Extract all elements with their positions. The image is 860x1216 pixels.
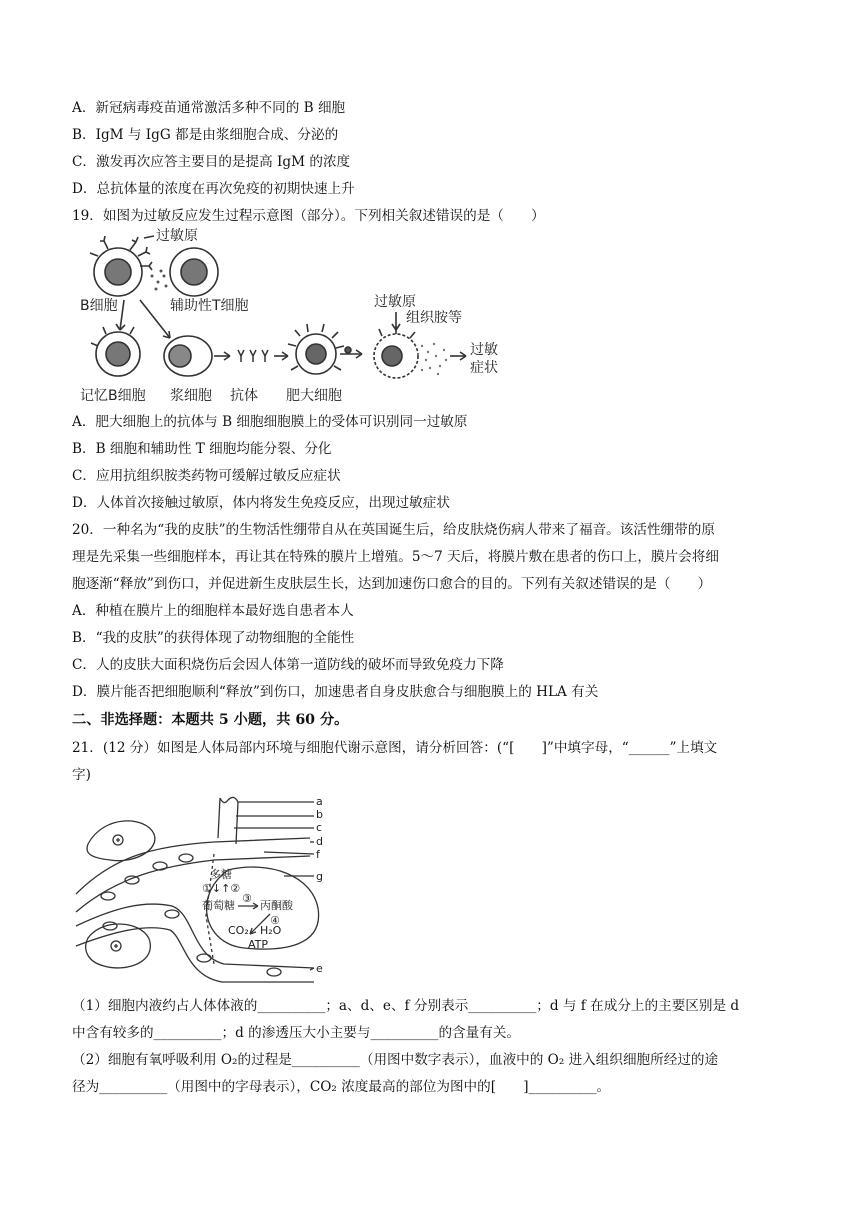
q18-option-c: C．激发再次应答主要目的是提高 IgM 的浓度 xyxy=(72,154,351,170)
fig21-label-g: g xyxy=(316,870,323,883)
q19-option-d: D．人体首次接触过敏原，体内将发生免疫反应，出现过敏症状 xyxy=(72,495,450,511)
internal-environment-figure xyxy=(74,796,336,986)
q20-option-b: B．“我的皮肤”的获得体现了动物细胞的全能性 xyxy=(72,630,355,646)
q20-stem-line-2: 理是先采集一些细胞样本，再让其在特殊的膜片上增殖。5～7 天后，将膜片敷在患者的伤口上，膜片会将细 xyxy=(72,549,719,565)
fig19-memory-b-label: 记忆B细胞 xyxy=(80,388,146,404)
fig19-b-cell-label: B细胞 xyxy=(80,298,118,314)
q20-option-d: D．膜片能否把细胞顺利“释放”到伤口，加速患者自身皮肤愈合与细胞膜上的 HLA 有关 xyxy=(72,684,599,700)
fig21-co2-label: CO₂ xyxy=(228,924,249,937)
fig21-pyruvate-label: 丙酮酸 xyxy=(260,899,293,912)
fig19-allergen-right-label: 过敏原 xyxy=(374,294,416,310)
fig19-histamine-label: 组织胺等 xyxy=(406,310,462,326)
q19-option-c: C．应用抗组织胺类药物可缓解过敏反应症状 xyxy=(72,468,341,484)
fig19-helper-t-label: 辅助性T细胞 xyxy=(170,298,249,314)
fig21-step3-label: ③ xyxy=(242,892,252,905)
fig21-step12-label: ①↓↑② xyxy=(202,882,241,895)
fig19-plasma-label: 浆细胞 xyxy=(170,388,212,404)
q20-option-a: A．种植在膜片上的细胞样本最好选自患者本人 xyxy=(72,603,354,619)
q21-sub1-line-1: （1）细胞内液约占人体体液的__________；a、d、e、f 分别表示__________；d 与 f 在成分上的主要区别是 d xyxy=(72,998,740,1014)
fig21-label-a: a xyxy=(316,796,323,808)
q19-stem: 19．如图为过敏反应发生过程示意图（部分）。下列相关叙述错误的是（ ） xyxy=(72,208,545,224)
q20-option-c: C．人的皮肤大面积烧伤后会因人体第一道防线的破坏而导致免疫力下降 xyxy=(72,657,504,673)
q20-stem-line-1: 20．一种名为“我的皮肤”的生物活性绷带自从在英国诞生后，给皮肤烧伤病人带来了福音。该活性绷带的原 xyxy=(72,522,715,538)
fig21-polysaccharide-label: 多糖 xyxy=(210,868,232,881)
fig21-glucose-label: 葡萄糖 xyxy=(202,899,235,912)
q20-stem-line-3: 胞逐渐“释放”到伤口，并促进新生皮肤层生长，达到加速伤口愈合的目的。下列有关叙述错误的是（ ） xyxy=(72,576,712,592)
fig21-step4-label: ④ xyxy=(270,914,280,927)
fig21-atp-label: ATP xyxy=(248,938,269,951)
fig19-allergen-top-label: 过敏原 xyxy=(156,228,198,244)
section-2-heading: 二、非选择题：本题共 5 小题，共 60 分。 xyxy=(72,712,349,728)
fig19-mast-label: 肥大细胞 xyxy=(286,388,342,404)
q19-option-a: A．肥大细胞上的抗体与 B 细胞细胞膜上的受体可识别同一过敏原 xyxy=(72,414,468,430)
q21-stem-line-2: 字) xyxy=(72,767,91,783)
fig21-label-b: b xyxy=(316,808,323,821)
allergy-reaction-figure xyxy=(78,226,518,410)
q18-option-d: D．总抗体量的浓度在再次免疫的初期快速上升 xyxy=(72,181,355,197)
q21-sub2-line-1: （2）细胞有氧呼吸利用 O₂的过程是__________（用图中数字表示），血液中的 O₂ 进入组织细胞所经过的途 xyxy=(72,1052,719,1068)
q21-sub2-line-2: 径为__________（用图中的字母表示），CO₂ 浓度最高的部位为图中的[ ]__________。 xyxy=(72,1079,611,1095)
fig19-symptom-label-2: 症状 xyxy=(470,360,498,376)
q18-option-a: A．新冠病毒疫苗通常激活多种不同的 B 细胞 xyxy=(72,100,346,116)
fig21-label-d: d xyxy=(316,835,323,848)
fig21-label-f: f xyxy=(316,848,320,861)
q21-sub1-line-2: 中含有较多的__________；d 的渗透压大小主要与__________的含量有关。 xyxy=(72,1025,521,1041)
fig21-label-e: e xyxy=(316,962,323,975)
fig19-symptom-label-1: 过敏 xyxy=(470,342,498,358)
fig21-label-c: c xyxy=(316,821,323,834)
fig21-h2o-label: H₂O xyxy=(260,924,282,937)
q21-stem-line-1: 21．(12 分）如图是人体局部内环境与细胞代谢示意图，请分析回答：(“[ ]”中填字母，“______”上填文 xyxy=(72,740,718,756)
q18-option-b: B．IgM 与 IgG 都是由浆细胞合成、分泌的 xyxy=(72,127,339,143)
q19-option-b: B．B 细胞和辅助性 T 细胞均能分裂、分化 xyxy=(72,441,332,457)
fig19-antibody-label: 抗体 xyxy=(230,388,258,404)
